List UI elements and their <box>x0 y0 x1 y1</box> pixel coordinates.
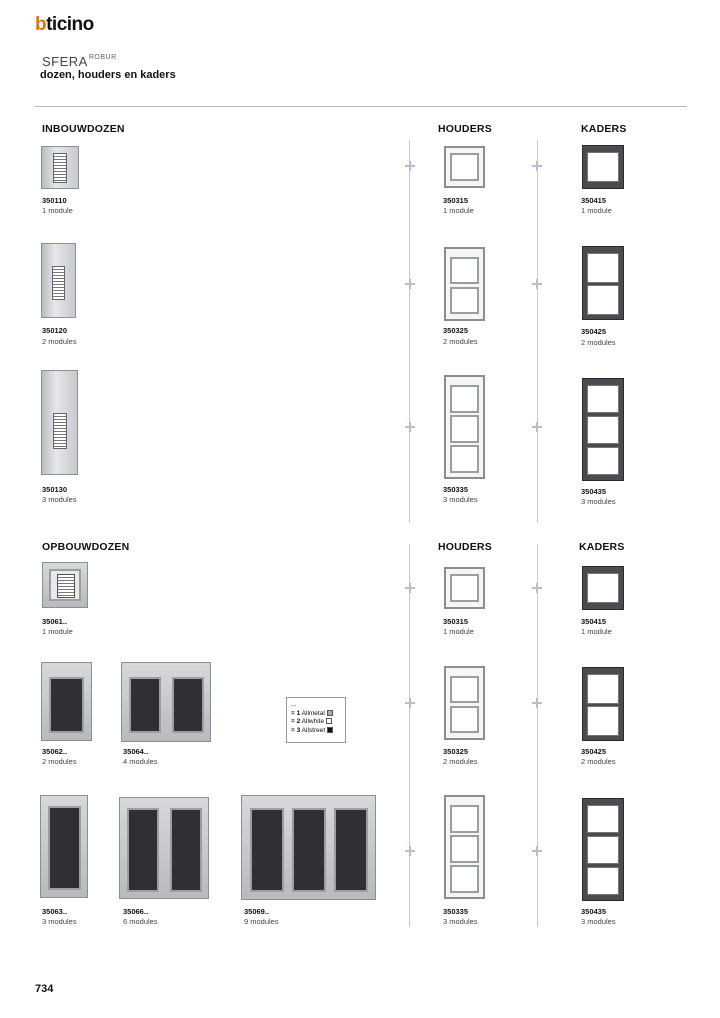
inbouw-houders-title: HOUDERS <box>438 123 492 135</box>
column-divider <box>409 544 410 927</box>
product-code: 35064.. <box>123 747 149 756</box>
surface-box-image <box>42 562 88 608</box>
product-code: 35062.. <box>42 747 68 756</box>
plus-icon <box>532 422 542 432</box>
product-modules: 3 modules <box>443 495 478 504</box>
opbouw-title: OPBOUWDOZEN <box>42 541 130 553</box>
product-code: 35063.. <box>42 907 68 916</box>
frame-image <box>582 667 624 741</box>
product-modules: 2 modules <box>42 337 77 346</box>
holder-image <box>444 795 485 899</box>
product-code: 350415 <box>581 196 607 205</box>
surface-box-image <box>119 797 209 899</box>
opbouw-kaders-title: KADERS <box>579 541 625 553</box>
flush-box-image <box>41 243 76 318</box>
header-divider <box>35 106 687 107</box>
product-modules: 1 module <box>42 627 73 636</box>
plus-icon <box>405 698 415 708</box>
plus-icon <box>532 583 542 593</box>
plus-icon <box>405 583 415 593</box>
product-code: 350425 <box>581 747 607 756</box>
product-code: 35066.. <box>123 907 149 916</box>
series-name: SFERA <box>42 54 88 69</box>
product-modules: 1 module <box>443 206 474 215</box>
product-code: 350415 <box>581 617 607 626</box>
product-code: 350130 <box>42 485 68 494</box>
product-code: 350435 <box>581 907 607 916</box>
frame-image <box>582 145 624 189</box>
product-modules: 3 modules <box>581 917 616 926</box>
product-modules: 9 modules <box>244 917 279 926</box>
holder-image <box>444 567 485 609</box>
product-code: 35061.. <box>42 617 68 626</box>
product-modules: 2 modules <box>443 337 478 346</box>
flush-box-image <box>41 370 78 475</box>
plus-icon <box>532 698 542 708</box>
legend-item: = 3 Allstreet <box>291 727 341 736</box>
product-code: 350435 <box>581 487 607 496</box>
frame-image <box>582 246 624 320</box>
product-modules: 4 modules <box>123 757 158 766</box>
surface-box-image <box>121 662 211 742</box>
inbouw-title: INBOUWDOZEN <box>42 123 125 135</box>
product-modules: 1 module <box>581 627 612 636</box>
holder-image <box>444 247 485 321</box>
product-code: 350335 <box>443 485 469 494</box>
product-code: 350110 <box>42 196 67 205</box>
product-modules: 1 module <box>42 206 73 215</box>
allstreet-swatch <box>327 727 333 733</box>
surface-box-image <box>241 795 376 900</box>
legend-item: = 1 Allmetal <box>291 710 341 719</box>
product-code: 350335 <box>443 907 469 916</box>
page-number: 734 <box>35 983 54 995</box>
plus-icon <box>532 279 542 289</box>
product-modules: 2 modules <box>581 757 616 766</box>
product-modules: 6 modules <box>123 917 158 926</box>
product-modules: 2 modules <box>42 757 77 766</box>
holder-image <box>444 146 485 188</box>
allwhite-swatch <box>326 718 332 724</box>
plus-icon <box>405 279 415 289</box>
product-modules: 3 modules <box>581 497 616 506</box>
plus-icon <box>405 161 415 171</box>
frame-image <box>582 798 624 901</box>
holder-image <box>444 666 485 740</box>
product-code: 350325 <box>443 747 469 756</box>
product-modules: 2 modules <box>581 338 616 347</box>
plus-icon <box>532 846 542 856</box>
frame-image <box>582 378 624 481</box>
surface-box-image <box>40 795 88 898</box>
series-title <box>42 54 117 69</box>
plus-icon <box>532 161 542 171</box>
series-variant: ROBUR <box>88 54 117 61</box>
product-code: 35069.. <box>244 907 270 916</box>
finish-legend <box>286 697 346 743</box>
plus-icon <box>405 422 415 432</box>
plus-icon <box>405 846 415 856</box>
legend-header: ... <box>291 701 297 708</box>
frame-image <box>582 566 624 610</box>
product-modules: 3 modules <box>42 917 77 926</box>
product-code: 350315 <box>443 617 469 626</box>
product-code: 350120 <box>42 326 68 335</box>
product-code: 350315 <box>443 196 469 205</box>
page-subtitle: dozen, houders en kaders <box>40 69 176 81</box>
product-modules: 1 module <box>443 627 474 636</box>
product-modules: 3 modules <box>42 495 77 504</box>
product-code: 350425 <box>581 327 607 336</box>
column-divider <box>537 140 538 523</box>
product-modules: 1 module <box>581 206 612 215</box>
brand-logo-text: bticino <box>35 14 94 35</box>
allmetal-swatch <box>327 710 333 716</box>
column-divider <box>537 544 538 927</box>
product-modules: 3 modules <box>443 917 478 926</box>
column-divider <box>409 140 410 523</box>
product-modules: 2 modules <box>443 757 478 766</box>
inbouw-kaders-title: KADERS <box>581 123 627 135</box>
legend-item: = 2 Allwhite <box>291 718 341 727</box>
product-code: 350325 <box>443 326 469 335</box>
surface-box-image <box>41 662 92 741</box>
opbouw-houders-title: HOUDERS <box>438 541 492 553</box>
brand-logo <box>35 14 94 36</box>
flush-box-image <box>41 146 79 189</box>
holder-image <box>444 375 485 479</box>
